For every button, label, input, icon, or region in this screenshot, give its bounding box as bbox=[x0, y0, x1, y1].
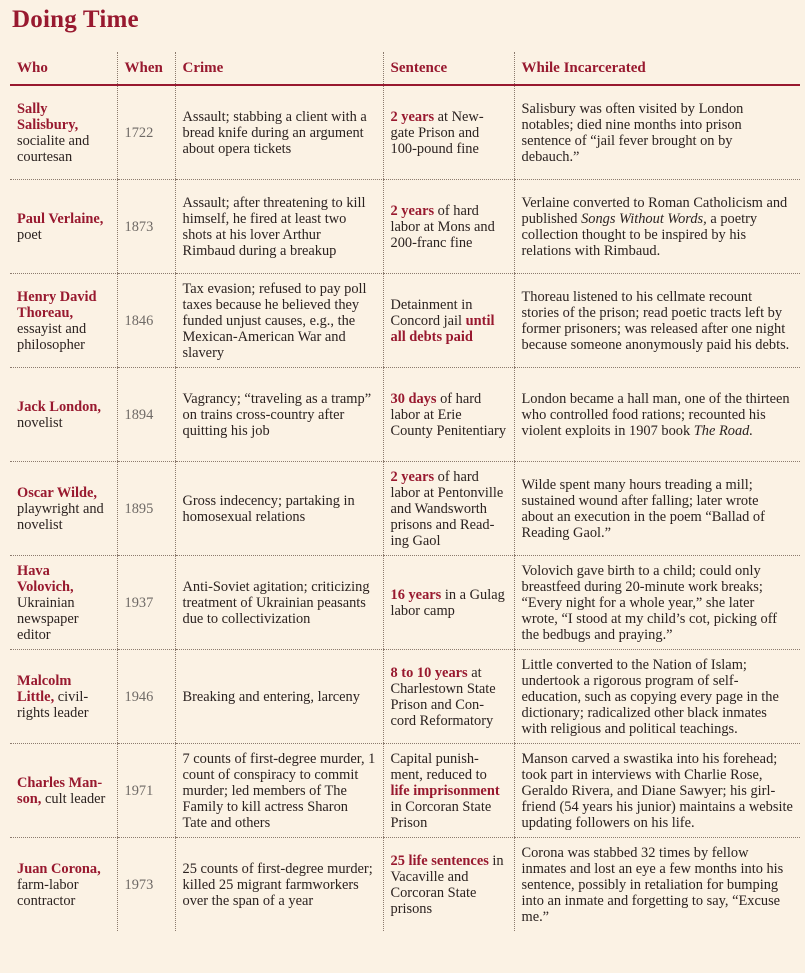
header-while-incarcerated: While Incarcerated bbox=[514, 52, 800, 85]
year-cell: 1722 bbox=[117, 85, 175, 180]
who-cell bbox=[10, 838, 117, 932]
sentence-highlight: 25 life sentences bbox=[390, 852, 489, 869]
who-cell bbox=[10, 462, 117, 556]
person-description: poet bbox=[17, 226, 42, 243]
sentence-text-post: of hard labor at Mons and 200-franc fine bbox=[390, 202, 495, 251]
table-row bbox=[10, 368, 800, 462]
table-row bbox=[10, 85, 800, 180]
crime-cell: 7 counts of first-degree murder, 1 count of conspiracy to commit murder; led members of The Family to kill actress Sharon Tate and others bbox=[175, 744, 383, 838]
person-description: Ukrainian newspaper editor bbox=[17, 594, 79, 643]
person-description: farm-labor contractor bbox=[17, 876, 79, 909]
year-cell: 1846 bbox=[117, 274, 175, 368]
person-description: essayist and philosopher bbox=[17, 320, 87, 353]
sentence-text-post: of hard labor at Erie County Penitentiary bbox=[390, 390, 507, 439]
header-crime: Crime bbox=[175, 52, 383, 85]
sentence-cell bbox=[383, 368, 514, 462]
incarcerated-cell bbox=[514, 180, 800, 274]
crime-cell: Assault; after threatening to kill himself, he fired at least two shots at his lover Arthur Rimbaud during a breakup bbox=[175, 180, 383, 274]
who-cell bbox=[10, 274, 117, 368]
crime-cell: Breaking and entering, larceny bbox=[175, 650, 383, 744]
incarcerated-cell bbox=[514, 368, 800, 462]
sentence-highlight: until all debts paid bbox=[390, 312, 495, 345]
sentence-text-post: in a Gulag labor camp bbox=[390, 586, 505, 619]
incarcerated-text-post: a poetry collection thought to be inspired by his relations with Rimbaud. bbox=[521, 210, 758, 259]
year-cell: 1971 bbox=[117, 744, 175, 838]
header-sentence: Sentence bbox=[383, 52, 514, 85]
incarcerated-text-pre: Corona was stabbed 32 times by fellow inmates and lost an eye a few months into his sentence, possibly in retaliation for bumping into an inmate and forgetting to say, “Excuse me.” bbox=[521, 844, 784, 925]
person-description: cult leader bbox=[45, 790, 106, 807]
sentence-text-post: in Vacaville and Corcoran State prisons bbox=[390, 852, 504, 917]
table-row bbox=[10, 650, 800, 744]
incarcerated-text-pre: Little converted to the Nation of Islam; undertook a rigorous program of self-education, such as copying every page in the dictionary; radicalized other black inmates with religious and political teachings. bbox=[521, 656, 779, 737]
who-cell bbox=[10, 650, 117, 744]
person-name: Malcolm Little, bbox=[17, 672, 72, 705]
incarcerated-italic-title: Songs Without Words, bbox=[581, 210, 707, 227]
person-name: Jack London, bbox=[17, 398, 101, 415]
crime-cell: Gross indecency; partaking in homosexual relations bbox=[175, 462, 383, 556]
person-name: Charles Man-son, bbox=[17, 774, 103, 807]
year-cell: 1873 bbox=[117, 180, 175, 274]
sentence-highlight: 16 years bbox=[390, 586, 442, 603]
sentence-highlight: 2 years bbox=[390, 202, 435, 219]
person-description: novelist bbox=[17, 414, 63, 431]
sentence-text-post: in Corcoran State Prison bbox=[390, 798, 492, 831]
crime-cell: Tax evasion; refused to pay poll taxes because he believed they funded unjust causes, e.g., the Mexican-American War and slavery bbox=[175, 274, 383, 368]
incarcerated-text-pre: Thoreau listened to his cellmate recount stories of the prison; read poetic tracts left by former prisoners; was released after one night because someone anonymously paid his debts. bbox=[521, 288, 790, 353]
incarcerated-cell bbox=[514, 744, 800, 838]
header-who: Who bbox=[10, 52, 117, 85]
person-name: Henry David Thoreau, bbox=[17, 288, 97, 321]
year-cell: 1937 bbox=[117, 556, 175, 650]
person-name: Oscar Wilde, bbox=[17, 484, 97, 501]
person-name: Juan Corona, bbox=[17, 860, 101, 877]
sentence-cell bbox=[383, 274, 514, 368]
sentence-highlight: 30 days bbox=[390, 390, 437, 407]
incarcerated-text-pre: Manson carved a swastika into his forehead; took part in interviews with Charlie Rose, Geraldo Rivera, and Diane Sawyer; his girl-friend (54 years his junior) maintains a website updating followers on his life. bbox=[521, 750, 793, 831]
sentence-cell bbox=[383, 85, 514, 180]
incarcerated-text-pre: Salisbury was often visited by London notables; died nine months into prison sentence of “jail fever brought on by debauch.” bbox=[521, 100, 744, 165]
who-cell bbox=[10, 180, 117, 274]
year-cell: 1895 bbox=[117, 462, 175, 556]
sentence-cell bbox=[383, 462, 514, 556]
sentence-highlight: 8 to 10 years bbox=[390, 664, 468, 681]
table-row bbox=[10, 462, 800, 556]
person-description: socialite and courtesan bbox=[17, 132, 90, 165]
incarcerated-cell bbox=[514, 274, 800, 368]
table-row bbox=[10, 838, 800, 932]
year-cell: 1946 bbox=[117, 650, 175, 744]
table-row bbox=[10, 556, 800, 650]
who-cell bbox=[10, 556, 117, 650]
incarcerated-text-pre: Volovich gave birth to a child; could only breastfeed during 20-minute work breaks; “Every night for a whole year,” she later wrote, “I stood at my child’s cot, picking off the bedbugs and praying.” bbox=[521, 562, 778, 643]
sentence-highlight: 2 years bbox=[390, 108, 435, 125]
crime-cell: Vagrancy; “traveling as a tramp” on trains cross-country after quitting his job bbox=[175, 368, 383, 462]
incarcerated-text-pre: London became a hall man, one of the thirteen who controlled food rations; recounted his violent exploits in 1907 book bbox=[521, 390, 790, 439]
sentence-highlight: life imprisonment bbox=[390, 782, 500, 799]
person-description: playwright and novelist bbox=[17, 500, 104, 533]
year-cell: 1894 bbox=[117, 368, 175, 462]
year-cell: 1973 bbox=[117, 838, 175, 932]
sentence-text-pre: Capital punish-ment, reduced to bbox=[390, 750, 487, 783]
incarcerated-cell bbox=[514, 462, 800, 556]
crime-cell: Assault; stabbing a client with a bread knife during an argument about opera tickets bbox=[175, 85, 383, 180]
sentence-cell bbox=[383, 838, 514, 932]
sentence-cell bbox=[383, 556, 514, 650]
who-cell bbox=[10, 368, 117, 462]
crime-cell: Anti-Soviet agitation; criticizing treatment of Ukrainian peasants due to collectivization bbox=[175, 556, 383, 650]
table-row bbox=[10, 180, 800, 274]
table-row bbox=[10, 274, 800, 368]
crime-cell: 25 counts of first-degree murder; killed 25 migrant farmworkers over the span of a year bbox=[175, 838, 383, 932]
incarcerated-cell bbox=[514, 838, 800, 932]
incarcerated-text-pre: Verlaine converted to Roman Catholicism and published bbox=[521, 194, 788, 227]
header-when: When bbox=[117, 52, 175, 85]
incarcerated-italic-title: The Road. bbox=[693, 422, 753, 439]
sentence-highlight: 2 years bbox=[390, 468, 435, 485]
page-title: Doing Time bbox=[12, 6, 139, 33]
person-name: Sally Salisbury, bbox=[17, 100, 79, 133]
sentence-text-post: at Charlestown State Prison and Con-cord Reformatory bbox=[390, 664, 496, 729]
who-cell bbox=[10, 744, 117, 838]
person-description: civil-rights leader bbox=[17, 688, 89, 721]
sentence-text-pre: Detainment in Concord jail bbox=[390, 296, 473, 329]
incarcerated-cell bbox=[514, 650, 800, 744]
sentence-text-post: at New-gate Prison and 100-pound fine bbox=[390, 108, 484, 157]
doing-time-table bbox=[10, 52, 800, 931]
header-row bbox=[10, 52, 800, 85]
incarcerated-cell bbox=[514, 85, 800, 180]
table-row bbox=[10, 744, 800, 838]
person-name: Paul Verlaine, bbox=[17, 210, 104, 227]
sentence-cell bbox=[383, 180, 514, 274]
sentence-cell bbox=[383, 650, 514, 744]
person-name: Hava Volovich, bbox=[17, 562, 74, 595]
incarcerated-text-pre: Wilde spent many hours treading a mill; sustained wound after falling; later wrote about an execution in the poem “Ballad of Reading Gaol.” bbox=[521, 476, 765, 541]
sentence-text-post: of hard labor at Pentonville and Wandsworth prisons and Read-ing Gaol bbox=[390, 468, 504, 549]
sentence-cell bbox=[383, 744, 514, 838]
who-cell bbox=[10, 85, 117, 180]
incarcerated-cell bbox=[514, 556, 800, 650]
